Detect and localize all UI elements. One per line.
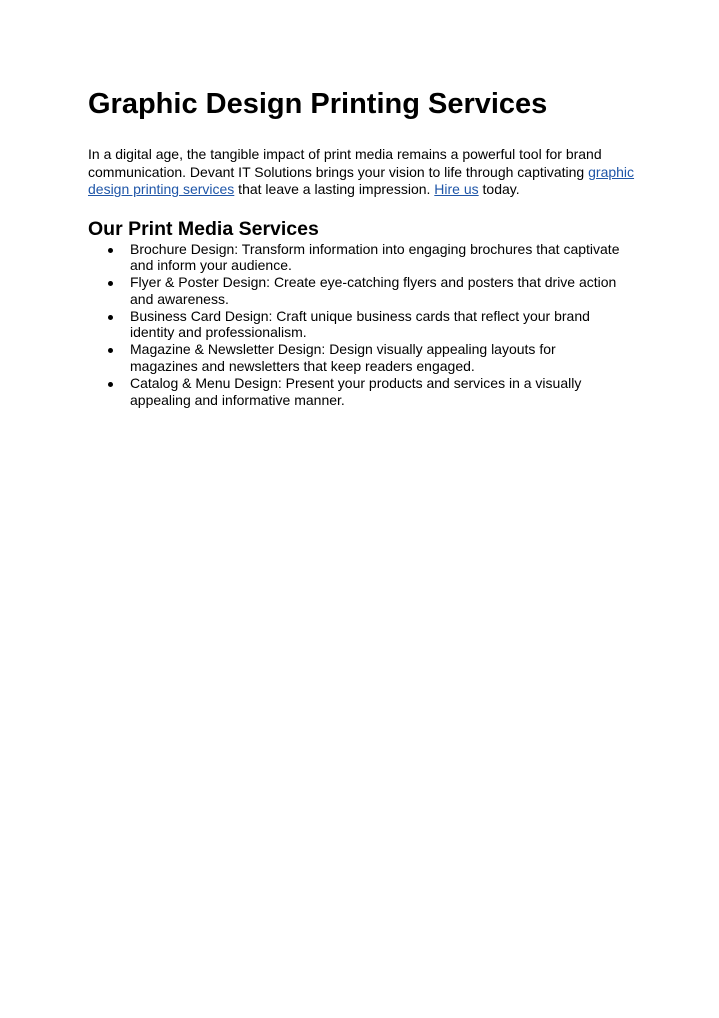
list-item-text: Catalog & Menu Design: Present your products and services in a visually appealing and informative manner. [130, 374, 582, 408]
section-title: Our Print Media Services [88, 217, 319, 240]
hire-us-link[interactable]: Hire us [434, 181, 479, 197]
list-item [88, 274, 648, 308]
list-item-text: Flyer & Poster Design: Create eye-catching flyers and posters that drive action and awareness. [130, 274, 617, 307]
list-item-text: Brochure Design: Transform information into engaging brochures that captivate and inform your audience. [130, 240, 620, 274]
bullet-dot-icon [108, 248, 113, 253]
list-item-text: Business Card Design: Craft unique business cards that reflect your brand identity and professionalism. [130, 307, 590, 341]
intro-text-end: today. [478, 181, 520, 197]
services-list [88, 241, 648, 409]
bullet-dot-icon [108, 348, 113, 353]
list-item-text: Magazine & Newsletter Design: Design visually appealing layouts for magazines and newsletters that keep readers engaged. [130, 341, 556, 375]
list-item [88, 375, 648, 409]
list-item [88, 241, 648, 275]
intro-text-middle: that leave a lasting impression. [234, 181, 435, 197]
intro-text-start: In a digital age, the tangible impact of print media remains a powerful tool for brand communication. Devant IT Solutions brings your vision to life through captivating [88, 146, 602, 180]
bullet-dot-icon [108, 315, 113, 320]
bullet-dot-icon [108, 281, 113, 286]
document-page [88, 84, 648, 408]
list-item [88, 341, 648, 375]
bullet-dot-icon [108, 382, 113, 387]
intro-paragraph [88, 146, 648, 199]
page-title: Graphic Design Printing Services [88, 88, 548, 120]
graphic-design-printing-services-link[interactable]: graphic design printing services [88, 163, 635, 197]
list-item [88, 308, 648, 342]
